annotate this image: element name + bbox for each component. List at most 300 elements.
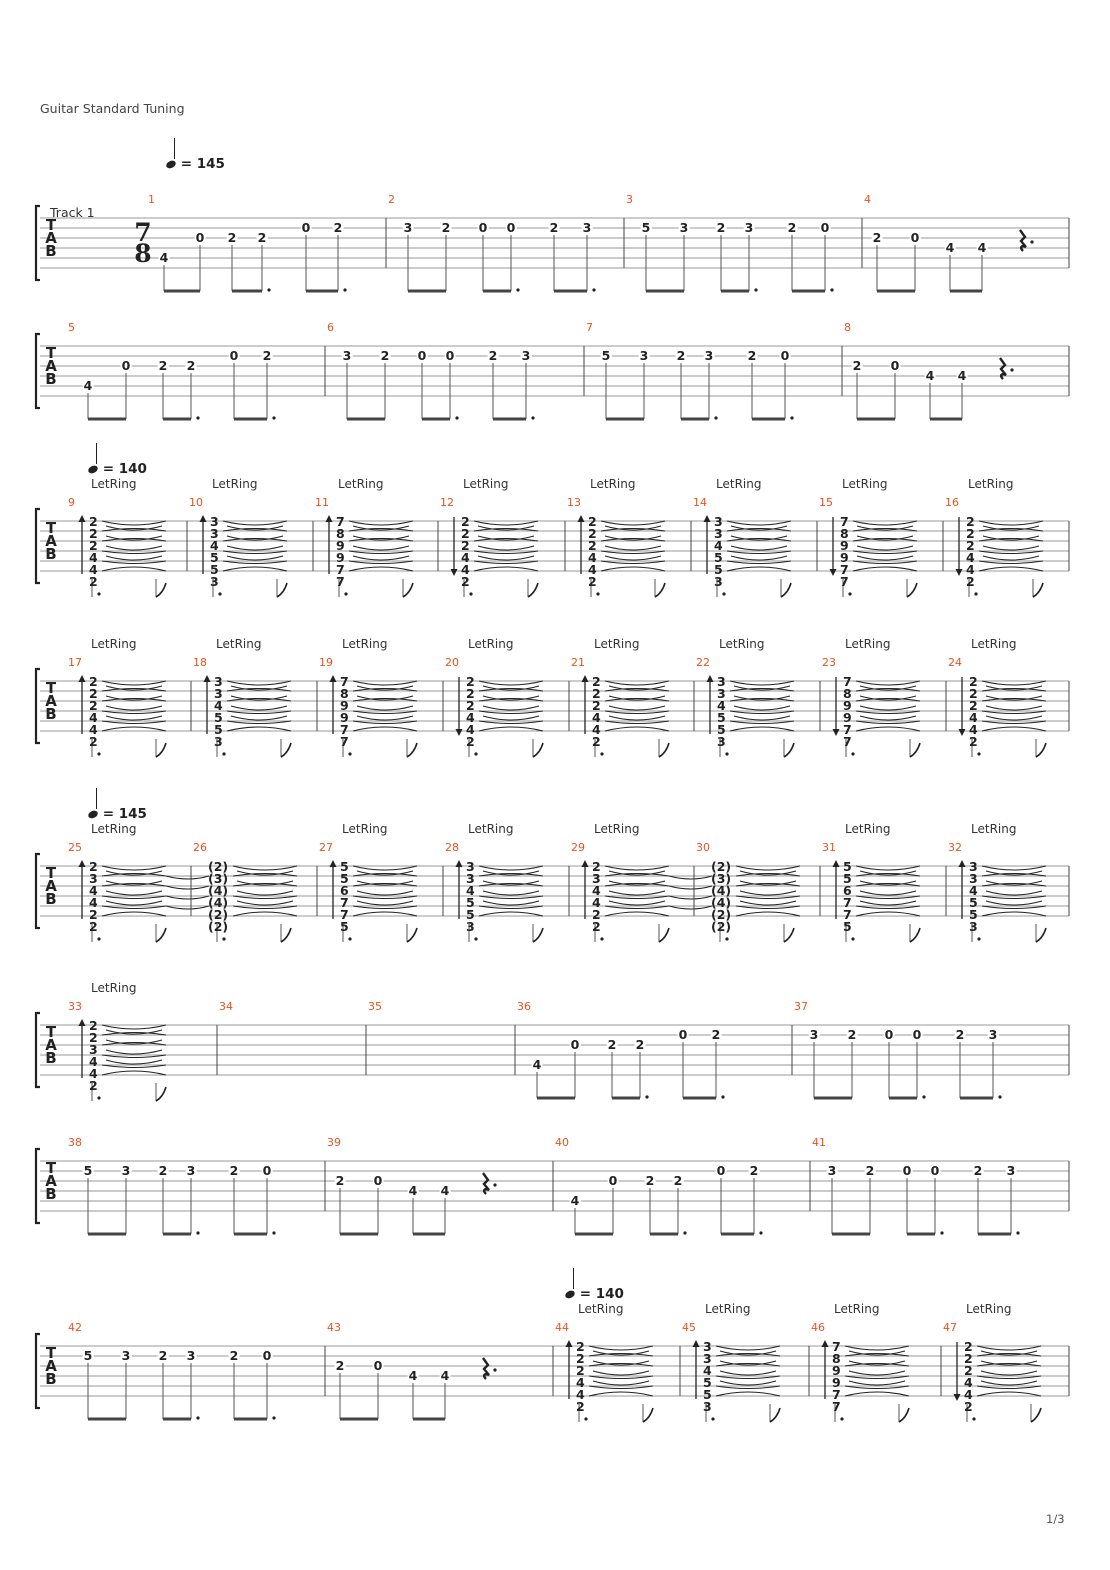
fret-number: 0 xyxy=(608,1173,618,1188)
dot xyxy=(272,1231,275,1234)
let-ring-tie xyxy=(856,912,920,916)
let-ring-label: LetRing xyxy=(91,477,137,491)
chord-fret: 5 xyxy=(703,1387,712,1402)
eighth-flag xyxy=(643,1408,653,1422)
measure-number: 36 xyxy=(517,1000,531,1013)
chord-fret: 3 xyxy=(466,919,475,934)
chord-fret: 8 xyxy=(840,526,849,541)
fret-number: 2 xyxy=(852,358,862,373)
let-ring-tie xyxy=(474,521,538,525)
let-ring-tie xyxy=(731,546,787,550)
chord-fret: 2 xyxy=(592,734,601,749)
let-ring-label: LetRing xyxy=(971,637,1017,651)
eighth-flag xyxy=(1036,928,1046,942)
fret-number: 2 xyxy=(549,220,559,235)
let-ring-label: LetRing xyxy=(594,822,640,836)
chord-fret: 4 xyxy=(576,1375,585,1390)
chord-fret: 2 xyxy=(964,1399,973,1414)
eighth-flag xyxy=(770,1408,780,1422)
eighth-flag xyxy=(1033,583,1043,597)
let-ring-tie xyxy=(223,521,287,525)
fret-number: 3 xyxy=(186,1163,196,1178)
let-ring-tie xyxy=(609,891,665,895)
chord-fret: 5 xyxy=(703,1375,712,1390)
let-ring-label: LetRing xyxy=(468,637,514,651)
chord-fret: 7 xyxy=(840,514,849,529)
let-ring-label: LetRing xyxy=(342,822,388,836)
chord-fret: 2 xyxy=(588,538,597,553)
chord-fret: 2 xyxy=(592,859,601,874)
measure-number: 35 xyxy=(368,1000,382,1013)
measure-number: 16 xyxy=(945,496,959,509)
let-ring-tie xyxy=(727,521,791,525)
let-ring-tie xyxy=(102,866,166,870)
tempo-marking xyxy=(88,806,147,822)
tempo-value: = 140 xyxy=(579,1286,624,1302)
fret-number: 0 xyxy=(262,1348,272,1363)
measure-number: 26 xyxy=(193,841,207,854)
measure-number: 9 xyxy=(68,496,75,509)
fret-number: 3 xyxy=(639,348,649,363)
fret-number: 0 xyxy=(195,230,205,245)
let-ring-label: LetRing xyxy=(212,477,258,491)
let-ring-label: LetRing xyxy=(834,1302,880,1316)
measure-number: 6 xyxy=(327,321,334,334)
eighth-flag xyxy=(156,1087,166,1101)
time-signature: 7 8 xyxy=(134,218,152,268)
dot xyxy=(516,288,519,291)
let-ring-tie xyxy=(479,866,543,870)
chord-fret: (2) xyxy=(208,859,229,874)
let-ring-tie xyxy=(740,891,796,895)
arrow-head xyxy=(204,675,211,682)
dot xyxy=(848,592,851,595)
chord-fret: 7 xyxy=(340,895,349,910)
chord-fret: 9 xyxy=(840,538,849,553)
chord-fret: 4 xyxy=(89,550,98,565)
fret-number: 0 xyxy=(121,358,131,373)
chord-fret: 2 xyxy=(89,1078,98,1093)
measure-number: 7 xyxy=(586,321,593,334)
chord-fret: 4 xyxy=(964,1375,973,1390)
chord-stack xyxy=(461,516,470,588)
let-ring-tie xyxy=(106,891,162,895)
fret-number: 0 xyxy=(262,1163,272,1178)
chord-fret: 2 xyxy=(461,526,470,541)
chord-fret: 9 xyxy=(340,710,349,725)
fret-number: 5 xyxy=(83,1163,93,1178)
eighth-flag xyxy=(907,583,917,597)
fret-number: 5 xyxy=(641,220,651,235)
chord-stack xyxy=(89,676,98,748)
dot xyxy=(840,1417,843,1420)
let-ring-tie xyxy=(720,1381,776,1385)
let-ring-tie xyxy=(736,866,800,870)
let-ring-tie xyxy=(478,546,534,550)
chord-fret: (4) xyxy=(711,895,732,910)
fret-number: 3 xyxy=(403,220,413,235)
fret-number: 2 xyxy=(335,1173,345,1188)
fret-number: 3 xyxy=(704,348,714,363)
eighth-flag xyxy=(1036,743,1046,757)
chord-fret: 2 xyxy=(576,1339,585,1354)
measure-number: 37 xyxy=(794,1000,808,1013)
let-ring-tie xyxy=(986,706,1042,710)
eighth-flag xyxy=(655,583,665,597)
measure-number: 20 xyxy=(445,656,459,669)
measure-number: 42 xyxy=(68,1321,82,1334)
chord-stack xyxy=(210,516,219,588)
let-ring-tie xyxy=(353,866,417,870)
let-ring-tie xyxy=(740,901,796,905)
chord-fret: (2) xyxy=(208,907,229,922)
measure-number: 33 xyxy=(68,1000,82,1013)
chord-stack xyxy=(214,676,223,748)
chord-fret: 2 xyxy=(89,538,98,553)
chord-fret: (2) xyxy=(711,907,732,922)
chord-fret: 5 xyxy=(466,907,475,922)
chord-stack xyxy=(832,1341,841,1413)
chord-stack xyxy=(89,1020,98,1092)
fret-number: 0 xyxy=(780,348,790,363)
chord-fret: 4 xyxy=(588,550,597,565)
let-ring-tie xyxy=(478,556,534,560)
let-ring-tie xyxy=(609,901,665,905)
chord-fret: 2 xyxy=(466,734,475,749)
eighth-flag xyxy=(784,743,794,757)
let-ring-label: LetRing xyxy=(971,822,1017,836)
dot xyxy=(725,937,728,940)
fret-number: 0 xyxy=(910,230,920,245)
chord-fret: (4) xyxy=(711,883,732,898)
chord-fret: 7 xyxy=(340,907,349,922)
let-ring-label: LetRing xyxy=(91,981,137,995)
fret-number: 4 xyxy=(570,1193,580,1208)
fret-number: 5 xyxy=(601,348,611,363)
let-ring-tie xyxy=(106,901,162,905)
let-ring-label: LetRing xyxy=(91,822,137,836)
tempo-value: = 140 xyxy=(102,461,147,477)
measure-number: 2 xyxy=(388,193,395,206)
chord-fret: (4) xyxy=(208,895,229,910)
arrow-head xyxy=(959,860,966,867)
chord-fret: 2 xyxy=(89,859,98,874)
chord-fret: 3 xyxy=(210,514,219,529)
fret-number: 4 xyxy=(925,368,935,383)
chord-fret: 2 xyxy=(89,674,98,689)
fret-number: 2 xyxy=(229,1163,239,1178)
chord-fret: 2 xyxy=(461,538,470,553)
chord-stack xyxy=(466,676,475,748)
let-ring-tie xyxy=(860,891,916,895)
arrow-head xyxy=(959,729,966,736)
chord-fret: 2 xyxy=(461,574,470,589)
let-ring-tie xyxy=(479,681,543,685)
chord-fret: 3 xyxy=(703,1339,712,1354)
dot xyxy=(725,752,728,755)
chord-stack xyxy=(592,676,601,748)
dot xyxy=(222,937,225,940)
let-ring-tie xyxy=(986,891,1042,895)
fret-number: 2 xyxy=(635,1037,645,1052)
arrow-head xyxy=(693,1340,700,1347)
system-bracket xyxy=(36,1013,40,1087)
chord-fret: 3 xyxy=(466,871,475,886)
eighth-flag xyxy=(910,743,920,757)
chord-fret: 2 xyxy=(969,674,978,689)
let-ring-tie xyxy=(857,556,913,560)
chord-fret: 9 xyxy=(840,550,849,565)
dot xyxy=(493,1368,496,1371)
measure-number: 8 xyxy=(844,321,851,334)
fret-number: 3 xyxy=(121,1348,131,1363)
chord-stack xyxy=(966,516,975,588)
dot xyxy=(531,416,534,419)
let-ring-tie xyxy=(106,556,162,560)
measure-number: 31 xyxy=(822,841,836,854)
chord-stack xyxy=(703,1341,712,1413)
chord-fret: (3) xyxy=(208,871,229,886)
let-ring-tie xyxy=(720,1371,776,1375)
fret-number: 2 xyxy=(186,358,196,373)
fret-number: 4 xyxy=(408,1183,418,1198)
tempo-marking xyxy=(88,461,147,477)
dot xyxy=(97,752,100,755)
chord-fret: 2 xyxy=(592,686,601,701)
chord-fret: 9 xyxy=(336,538,345,553)
dot xyxy=(97,1096,100,1099)
measure-number: 46 xyxy=(811,1321,825,1334)
fret-number: 2 xyxy=(865,1163,875,1178)
chord-fret: 4 xyxy=(592,883,601,898)
dot xyxy=(584,1417,587,1420)
chord-fret: 4 xyxy=(969,883,978,898)
chord-fret: (3) xyxy=(711,871,732,886)
let-ring-tie xyxy=(856,727,920,731)
chord-fret: 3 xyxy=(210,574,219,589)
let-ring-tie xyxy=(479,912,543,916)
let-ring-label: LetRing xyxy=(342,637,388,651)
chord-fret: 2 xyxy=(89,526,98,541)
eighth-flag xyxy=(407,743,417,757)
fret-number: 4 xyxy=(977,240,987,255)
chord-fret: 7 xyxy=(843,674,852,689)
eighth-flag xyxy=(781,583,791,597)
system-bracket xyxy=(36,206,40,280)
arrow-head xyxy=(79,1019,86,1026)
let-ring-tie xyxy=(857,546,913,550)
let-ring-tie xyxy=(102,567,166,571)
measure-number: 38 xyxy=(68,1136,82,1149)
fret-number: 3 xyxy=(521,348,531,363)
dot xyxy=(196,1416,199,1419)
let-ring-tie xyxy=(102,727,166,731)
dot xyxy=(272,416,275,419)
tab-clef: T A B xyxy=(45,1159,57,1203)
eighth-flag xyxy=(403,583,413,597)
dot xyxy=(600,752,603,755)
arrow-head xyxy=(954,1394,961,1401)
chord-fret: 5 xyxy=(214,710,223,725)
let-ring-tie xyxy=(353,912,417,916)
arrow-head xyxy=(456,860,463,867)
chord-fret: 7 xyxy=(336,514,345,529)
dot xyxy=(455,416,458,419)
chord-fret: 4 xyxy=(89,562,98,577)
let-ring-tie xyxy=(853,521,917,525)
fret-number: 2 xyxy=(335,1358,345,1373)
chord-fret: 2 xyxy=(964,1351,973,1366)
chord-fret: 2 xyxy=(966,538,975,553)
fret-number: 3 xyxy=(827,1163,837,1178)
dot xyxy=(977,752,980,755)
chord-fret: 7 xyxy=(336,574,345,589)
let-ring-tie xyxy=(237,901,293,905)
chord-fret: 7 xyxy=(832,1399,841,1414)
fret-number: 3 xyxy=(679,220,689,235)
fret-number: 2 xyxy=(227,230,237,245)
measure-number: 1 xyxy=(148,193,155,206)
measure-number: 21 xyxy=(571,656,585,669)
let-ring-tie xyxy=(605,681,669,685)
let-ring-tie xyxy=(605,727,669,731)
chord-fret: 4 xyxy=(89,1066,98,1081)
let-ring-tie xyxy=(605,546,661,550)
chord-fret: 4 xyxy=(592,895,601,910)
chord-stack xyxy=(336,516,345,588)
chord-fret: 2 xyxy=(466,698,475,713)
fret-number: 0 xyxy=(902,1163,912,1178)
let-ring-tie xyxy=(227,556,283,560)
arrow-head xyxy=(79,515,86,522)
tab-clef: T A B xyxy=(45,216,57,260)
system-bracket xyxy=(36,334,40,408)
fret-number: 4 xyxy=(408,1368,418,1383)
let-ring-label: LetRing xyxy=(216,637,262,651)
fret-number: 2 xyxy=(749,1163,759,1178)
fret-number: 0 xyxy=(884,1027,894,1042)
chord-fret: (2) xyxy=(711,859,732,874)
chord-fret: 2 xyxy=(592,919,601,934)
chord-fret: 7 xyxy=(843,895,852,910)
arrow-head xyxy=(578,515,585,522)
dot xyxy=(469,592,472,595)
tab-clef: T A B xyxy=(45,344,57,388)
measure-number: 25 xyxy=(68,841,82,854)
let-ring-tie xyxy=(233,912,297,916)
let-ring-label: LetRing xyxy=(468,822,514,836)
let-ring-tie xyxy=(589,1392,653,1396)
let-ring-tie xyxy=(589,1346,653,1350)
chord-stack xyxy=(843,676,852,748)
eighth-flag xyxy=(910,928,920,942)
chord-stack xyxy=(89,861,98,933)
fret-number: 4 xyxy=(159,250,169,265)
arrow-head xyxy=(566,1340,573,1347)
chord-fret: 3 xyxy=(214,734,223,749)
chord-fret: 2 xyxy=(89,734,98,749)
fret-number: 3 xyxy=(988,1027,998,1042)
chord-fret: 8 xyxy=(340,686,349,701)
let-ring-tie xyxy=(860,901,916,905)
fret-number: 2 xyxy=(441,220,451,235)
arrow-head xyxy=(822,1340,829,1347)
let-ring-label: LetRing xyxy=(463,477,509,491)
arrow-head xyxy=(833,729,840,736)
chord-fret: 2 xyxy=(964,1363,973,1378)
fret-number: 0 xyxy=(445,348,455,363)
chord-fret: 2 xyxy=(969,734,978,749)
arrow-head xyxy=(956,569,963,576)
fret-number: 2 xyxy=(955,1027,965,1042)
fret-number: 2 xyxy=(158,358,168,373)
arrow-head xyxy=(330,675,337,682)
let-ring-tie xyxy=(601,521,665,525)
let-ring-tie xyxy=(593,1381,649,1385)
let-ring-tie xyxy=(106,706,162,710)
tempo-marking xyxy=(565,1286,624,1302)
chord-fret: 3 xyxy=(214,686,223,701)
chord-fret: 7 xyxy=(340,734,349,749)
let-ring-tie xyxy=(982,912,1046,916)
chord-fret: 2 xyxy=(89,907,98,922)
dot xyxy=(1010,368,1013,371)
system-bracket xyxy=(36,1149,40,1223)
fret-number: 4 xyxy=(945,240,955,255)
chord-fret: 3 xyxy=(703,1351,712,1366)
measure-number: 18 xyxy=(193,656,207,669)
fret-number: 0 xyxy=(373,1173,383,1188)
chord-fret: 5 xyxy=(843,871,852,886)
measure-number: 28 xyxy=(445,841,459,854)
dot xyxy=(790,416,793,419)
chord-stack xyxy=(340,676,349,748)
chord-fret: 2 xyxy=(466,686,475,701)
chord-fret: 2 xyxy=(966,574,975,589)
chord-fret: 9 xyxy=(843,710,852,725)
chord-fret: 5 xyxy=(210,550,219,565)
measure-number: 10 xyxy=(189,496,203,509)
chord-fret: 2 xyxy=(89,919,98,934)
chord-stack xyxy=(89,516,98,588)
chord-fret: (2) xyxy=(711,919,732,934)
chord-stack xyxy=(588,516,597,588)
let-ring-tie xyxy=(353,556,409,560)
chord-fret: 7 xyxy=(843,722,852,737)
chord-fret: 8 xyxy=(843,686,852,701)
dot xyxy=(97,592,100,595)
let-ring-tie xyxy=(106,546,162,550)
chord-fret: 9 xyxy=(336,550,345,565)
measure-number: 43 xyxy=(327,1321,341,1334)
chord-fret: 4 xyxy=(592,710,601,725)
eighth-flag xyxy=(281,928,291,942)
let-ring-tie xyxy=(981,1381,1037,1385)
let-ring-tie xyxy=(849,1371,905,1375)
fret-number: 0 xyxy=(678,1027,688,1042)
fret-number: 3 xyxy=(1006,1163,1016,1178)
chord-fret: 2 xyxy=(89,514,98,529)
let-ring-tie xyxy=(734,716,790,720)
dot xyxy=(343,288,346,291)
chord-fret: 3 xyxy=(717,734,726,749)
let-ring-tie xyxy=(106,1060,162,1064)
chord-fret: 3 xyxy=(717,674,726,689)
eighth-flag xyxy=(156,928,166,942)
fret-number: 0 xyxy=(912,1027,922,1042)
let-ring-tie xyxy=(605,866,669,870)
dot xyxy=(493,1183,496,1186)
